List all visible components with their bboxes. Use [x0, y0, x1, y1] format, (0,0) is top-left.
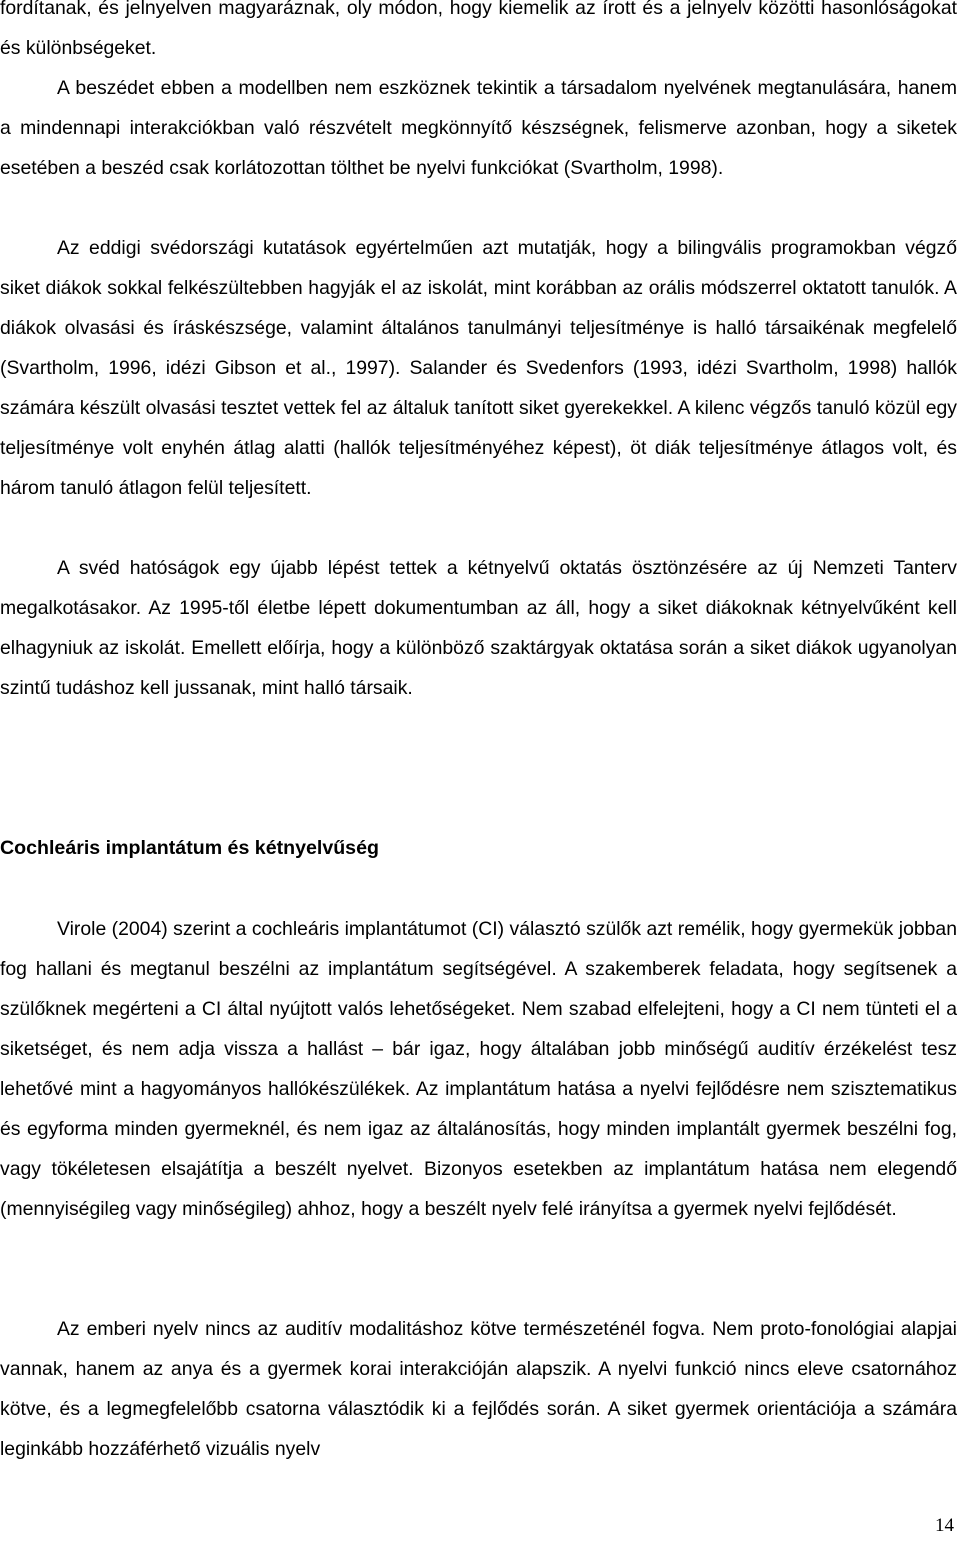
paragraph-swedish-research: Az eddigi svédországi kutatások egyértelműen azt mutatják, hogy a bilingvális programokban végző siket diákok sokkal felkészültebben hagyják el az iskolát, mint korábban az orális módszerrel oktatott tanulók. A diákok olvasási és íráskészsége, valamint általános tanulmányi teljesítménye is halló társaikénak megfelelő (Svartholm, 1996, idézi Gibson et al., 1997). Salander és Svedenfors (1993, idézi Svartholm, 1998) hallók számára készült olvasási tesztet vettek fel az általuk tanított siket gyerekekkel. A kilenc végzős tanuló közül egy teljesítménye volt enyhén átlag alatti (hallók teljesítményéhez képest), öt diák teljesítménye átlagos volt, és három tanuló átlagon felül teljesített.: [0, 237, 957, 499]
paragraph-speech-model: A beszédet ebben a modellben nem eszköznek tekintik a társadalom nyelvének megtanulására, hanem a mindennapi interakciókban való részvételt megkönnyítő készségnek, felismerve azonban, hogy a siketek esetében a beszéd csak korlátozottan tölthet be nyelvi funkciókat (Svartholm, 1998).: [0, 77, 957, 179]
paragraph-national-curriculum: A svéd hatóságok egy újabb lépést tettek a kétnyelvű oktatás ösztönzésére az új Nemzeti Tanterv megalkotásakor. Az 1995-től életbe lépett dokumentumban az áll, hogy a siket diákoknak kétnyelvűként kell elhagyniuk az iskolát. Emellett előírja, hogy a különböző szaktárgyak oktatása során a siket diákok ugyanolyan szintű tudáshoz kell jussanak, mint halló társaik.: [0, 557, 957, 699]
paragraph-continuation: fordítanak, és jelnyelven magyaráznak, oly módon, hogy kiemelik az írott és a jelnyelv közötti hasonlóságokat és különbségeket.: [0, 0, 957, 59]
page-number: 14: [935, 1515, 954, 1536]
paragraph-virole: Virole (2004) szerint a cochleáris implantátumot (CI) választó szülők azt remélik, hogy gyermekük jobban fog hallani és megtanul beszélni az implantátum segítségével. A szakemberek feladata, hogy segítsenek a szülőknek megérteni a CI által nyújtott valós lehetőségeket. Nem szabad elfelejteni, hogy a CI nem tünteti el a siketséget, és nem adja vissza a hallást – bár igaz, hogy általában jobb minőségű auditív érzékelést tesz lehetővé mint a hagyományos hallókészülékek. Az implantátum hatása a nyelvi fejlődésre nem szisztematikus és egyforma minden gyermeknél, és nem igaz az általánosítás, hogy minden implantált gyermek beszélni fog, vagy tökéletesen elsajátítja a beszélt nyelvet. Bizonyos esetekben az implantátum hatása nem elegendő (mennyiségileg vagy minőségileg) ahhoz, hogy a beszélt nyelv felé irányítsa a gyermek nyelvi fejlődését.: [0, 918, 957, 1220]
paragraph-human-language: Az emberi nyelv nincs az auditív modalitáshoz kötve természeténél fogva. Nem proto-fonológiai alapjai vannak, hanem az anya és a gyermek korai interakcióján alapszik. A nyelvi funkció nincs eleve csatornához kötve, és a legmegfelelőbb csatorna választódik ki a fejlődés során. A siket gyermek orientációja a számára leginkább hozzáférhető vizuális nyelv: [0, 1318, 957, 1460]
section-heading: Cochleáris implantátum és kétnyelvűség: [0, 837, 379, 859]
